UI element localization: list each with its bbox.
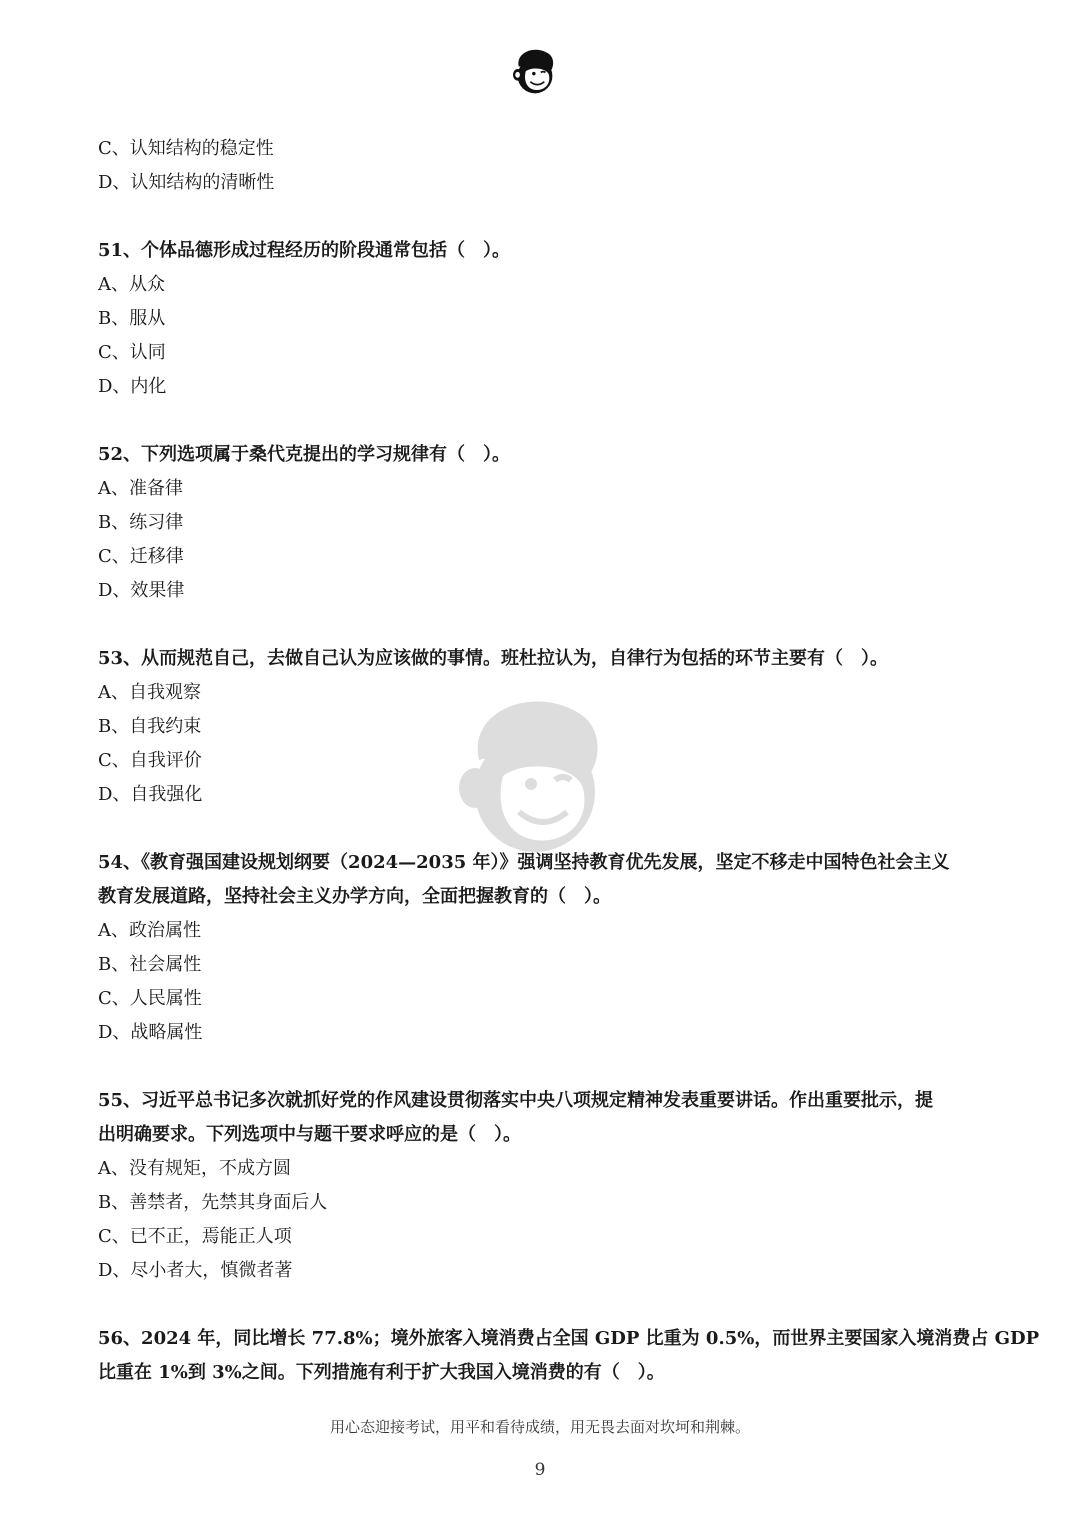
option-line: D、尽小者大，慎微者著 [98, 1260, 293, 1281]
question-stem: 53、从而规范自己，去做自己认为应该做的事情。班杜拉认为，自律行为包括的环节主要有（ ）。 [98, 648, 889, 669]
option-line: B、服从 [98, 308, 166, 329]
monkey-logo-icon [506, 40, 564, 98]
option-line: B、练习律 [98, 512, 184, 533]
option-line: B、社会属性 [98, 954, 202, 975]
option-line: C、人民属性 [98, 988, 202, 1009]
question-stem: 55、习近平总书记多次就抓好党的作风建设贯彻落实中央八项规定精神发表重要讲话。作出重要批示，提 [98, 1090, 934, 1111]
question-stem: 教育发展道路，坚持社会主义办学方向，全面把握教育的（ ）。 [98, 886, 611, 907]
option-line: C、认同 [98, 342, 166, 363]
option-line: C、已不正，焉能正人项 [98, 1226, 292, 1247]
question-stem: 出明确要求。下列选项中与题干要求呼应的是（ ）。 [98, 1124, 521, 1145]
option-line: A、政治属性 [98, 920, 201, 941]
option-line: C、自我评价 [98, 750, 202, 771]
option-line: A、没有规矩，不成方圆 [98, 1158, 291, 1179]
option-line: D、内化 [98, 376, 167, 397]
option-line: D、自我强化 [98, 784, 203, 805]
option-line: D、效果律 [98, 580, 185, 601]
option-line: A、从众 [98, 274, 165, 295]
option-line: A、自我观察 [98, 682, 201, 703]
option-line: C、迁移律 [98, 546, 184, 567]
footer-motto: 用心态迎接考试，用平和看待成绩，用无畏去面对坎坷和荆棘。 [329, 1418, 750, 1436]
question-stem: 比重在 1%到 3%之间。下列措施有利于扩大我国入境消费的有（ ）。 [98, 1362, 665, 1383]
question-content [98, 132, 1040, 1390]
option-line: D、战略属性 [98, 1022, 203, 1043]
option-line: B、自我约束 [98, 716, 202, 737]
option-line: A、准备律 [98, 478, 183, 499]
option-line: C、认知结构的稳定性 [98, 138, 274, 159]
option-line: B、善禁者，先禁其身面后人 [98, 1192, 328, 1213]
question-stem: 51、个体品德形成过程经历的阶段通常包括（ ）。 [98, 240, 511, 261]
question-stem: 52、下列选项属于桑代克提出的学习规律有（ ）。 [98, 444, 511, 465]
question-stem: 54、《教育强国建设规划纲要（2024—2035 年）》强调坚持教育优先发展，坚定不移走中国特色社会主义 [98, 852, 950, 873]
page-number: 9 [534, 1460, 546, 1480]
option-line: D、认知结构的清晰性 [98, 172, 275, 193]
question-stem: 56、2024 年，同比增长 77.8%；境外旅客入境消费占全国 GDP 比重为 0.5%，而世界主要国家入境消费占 GDP [98, 1328, 1040, 1349]
